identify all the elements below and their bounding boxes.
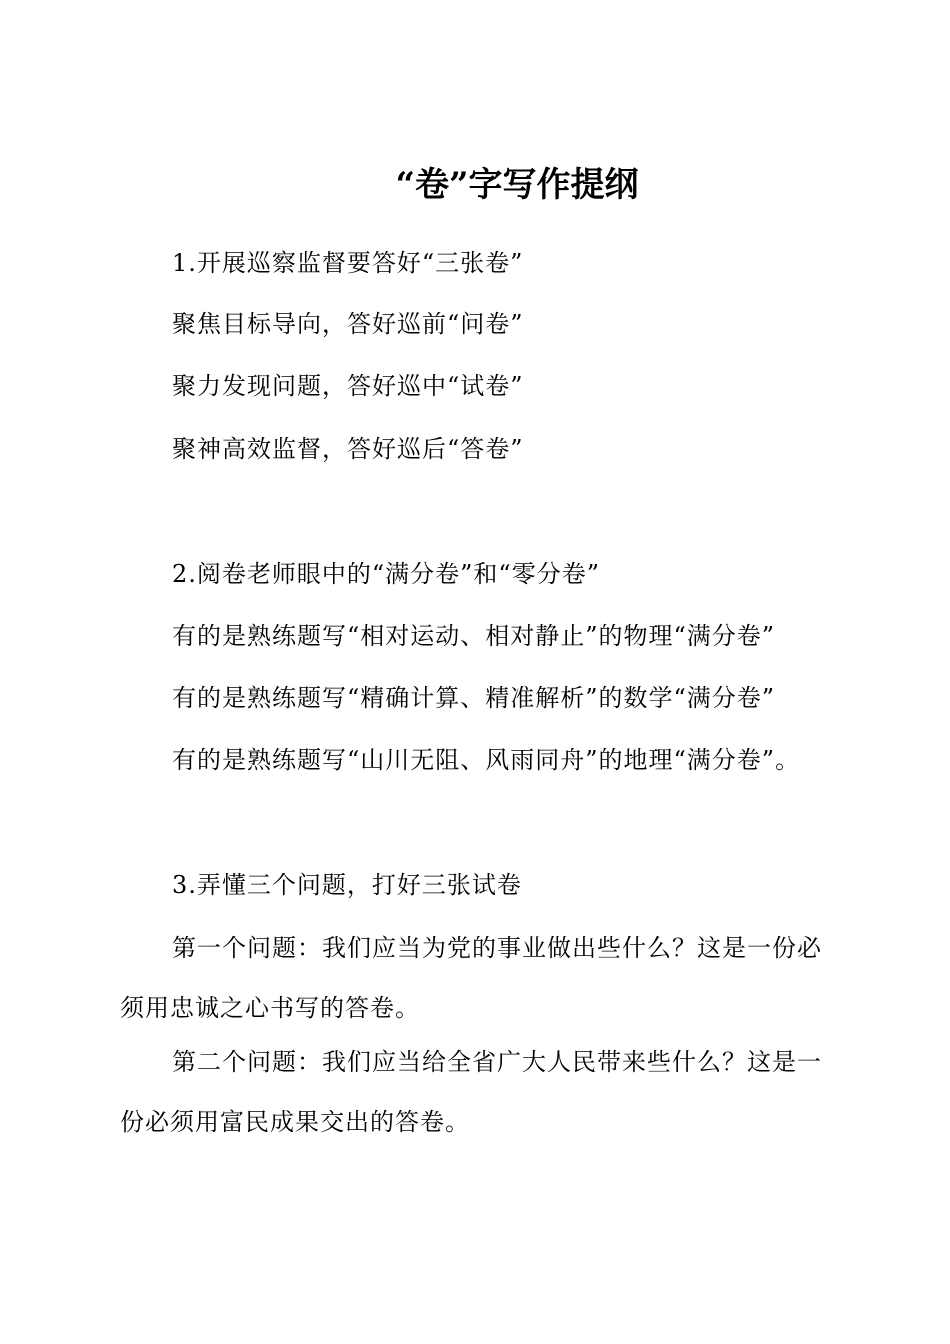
section-2-line-1: 有的是熟练题写“相对运动、相对静止”的物理“满分卷”: [172, 622, 776, 650]
section-1-line-3: 聚神高效监督，答好巡后“答卷”: [172, 435, 524, 463]
section-2-line-3: 有的是熟练题写“山川无阻、风雨同舟”的地理“满分卷”。: [172, 746, 801, 774]
section-1-line-1: 聚焦目标导向，答好巡前“问卷”: [172, 310, 524, 338]
section-1-line-2: 聚力发现问题，答好巡中“试卷”: [172, 372, 524, 400]
section-1-heading: 1.开展巡察监督要答好“三张卷”: [172, 249, 524, 277]
section-3-heading: 3.弄懂三个问题，打好三张试卷: [172, 871, 522, 899]
document-title: “卷”字写作提纲: [395, 165, 639, 205]
section-2-heading: 2.阅卷老师眼中的“满分卷”和“零分卷”: [172, 560, 600, 588]
section-3-paragraph-2: 第二个问题：我们应当给全省广大人民带来些什么？这是一份必须用富民成果交出的答卷。: [120, 1048, 822, 1136]
section-2-line-2: 有的是熟练题写“精确计算、精准解析”的数学“满分卷”: [172, 684, 776, 712]
section-3-paragraph-1: 第一个问题：我们应当为党的事业做出些什么？这是一份必须用忠诚之心书写的答卷。: [120, 934, 822, 1022]
